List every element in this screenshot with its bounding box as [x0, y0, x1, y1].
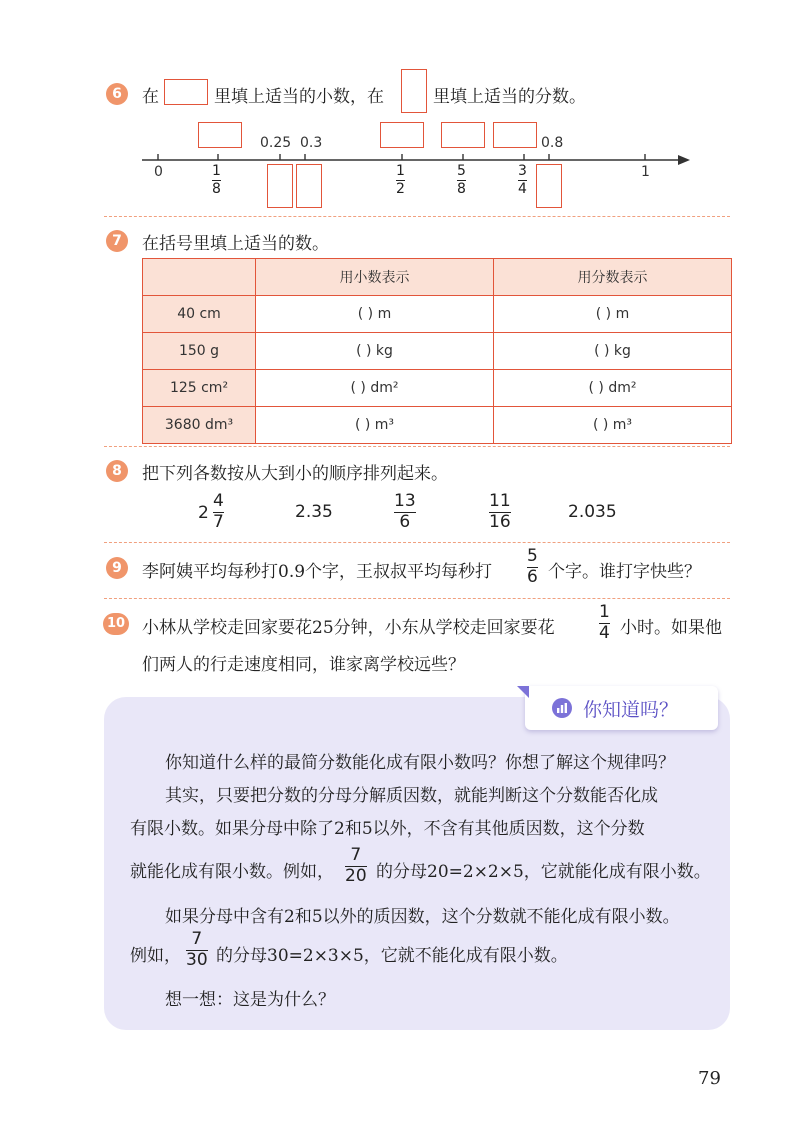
fraction-5-8: [457, 164, 466, 196]
numerator: 4: [213, 491, 224, 511]
quantity-cell: 125 cm²: [143, 370, 256, 407]
number-2-035: 2.035: [568, 502, 617, 522]
info-paragraph-3-line-2b: 的分母30=2×3×5，它就不能化成有限小数。: [216, 946, 568, 966]
fraction-1-4: [599, 604, 610, 643]
page-number: 79: [698, 1068, 721, 1089]
fraction-answer-cell[interactable]: ( ) m³: [494, 407, 732, 444]
did-you-know-title: 你知道吗？: [583, 699, 679, 721]
denominator: 16: [489, 511, 511, 532]
fraction-11-16: [489, 493, 511, 532]
table-row: [143, 370, 732, 407]
denominator: 8: [212, 180, 221, 197]
q10-text-2: 小时。如果他: [620, 618, 722, 638]
info-paragraph-3-line-1: 如果分母中含有2和5以外的质因数，这个分数就不能化成有限小数。: [165, 907, 680, 927]
q6-text-3: 里填上适当的分数。: [433, 87, 586, 107]
numerator: 1: [396, 163, 405, 179]
conversion-table: [142, 258, 732, 444]
denominator: 30: [186, 949, 208, 970]
divider: [104, 216, 730, 217]
quantity-cell: 40 cm: [143, 296, 256, 333]
denominator: 20: [345, 865, 367, 886]
q8-title: 把下列各数按从大到小的顺序排列起来。: [142, 464, 448, 484]
fraction-5-6: [527, 548, 538, 587]
fraction-answer-box[interactable]: [296, 164, 322, 208]
question-number-6: 6: [106, 83, 128, 105]
fraction-13-6: [394, 493, 416, 532]
numerator: 1: [599, 602, 610, 622]
fraction-3-4: [518, 164, 527, 196]
label-0-3: 0.3: [300, 135, 323, 151]
table-row: [143, 333, 732, 370]
numerator: 13: [394, 491, 416, 511]
decimal-answer-cell[interactable]: ( ) dm²: [256, 370, 494, 407]
q7-title: 在括号里填上适当的数。: [142, 234, 329, 254]
q9-text-2: 个字。谁打字快些？: [548, 562, 701, 582]
decimal-answer-cell[interactable]: ( ) kg: [256, 333, 494, 370]
question-number-8: 8: [106, 460, 128, 482]
table-header-cell: [143, 259, 256, 296]
denominator: 7: [213, 511, 224, 532]
question-number-7: 7: [106, 230, 128, 252]
mixed-number-fraction: [213, 493, 224, 532]
info-paragraph-3-line-2a: 例如，: [130, 946, 181, 966]
question-number-10: 10: [103, 613, 129, 635]
fraction-7-30: [186, 931, 208, 970]
info-paragraph-2-line-2: 有限小数。如果分母中除了2和5以外，不含有其他质因数，这个分数: [130, 819, 645, 839]
denominator: 4: [599, 622, 610, 643]
table-row: [143, 296, 732, 333]
info-paragraph-4: 想一想：这是为什么？: [165, 990, 335, 1010]
q10-text-3: 们两人的行走速度相同，谁家离学校远些？: [142, 655, 465, 675]
numerator: 5: [527, 546, 538, 566]
label-zero: 0: [154, 164, 163, 180]
fraction-answer-cell[interactable]: ( ) dm²: [494, 370, 732, 407]
denominator: 6: [399, 511, 411, 532]
info-paragraph-2-line-1: 其实，只要把分数的分母分解质因数，就能判断这个分数能否化成: [165, 786, 658, 806]
label-0-8: 0.8: [541, 135, 564, 151]
label-0-25: 0.25: [260, 135, 292, 151]
table-header-cell: 用分数表示: [494, 259, 732, 296]
divider: [104, 598, 730, 599]
q9-text-1: 李阿姨平均每秒打0.9个字，王叔叔平均每秒打: [142, 562, 493, 582]
tag-pointer: [517, 686, 529, 698]
mixed-number-whole: 2: [198, 503, 209, 523]
bar-chart-icon: [552, 698, 572, 718]
info-paragraph-1: 你知道什么样的最简分数能化成有限小数吗？你想了解这个规律吗？: [165, 753, 675, 773]
q6-text-1: 在: [142, 87, 159, 107]
numerator: 5: [457, 163, 466, 179]
decimal-answer-cell[interactable]: ( ) m: [256, 296, 494, 333]
q10-text-1: 小林从学校走回家要花25分钟，小东从学校走回家要花: [142, 618, 555, 638]
table-header-cell: 用小数表示: [256, 259, 494, 296]
fraction-answer-box[interactable]: [267, 164, 293, 208]
numerator: 1: [212, 163, 221, 179]
question-number-9: 9: [106, 557, 128, 579]
numerator: 11: [489, 491, 511, 511]
denominator: 6: [527, 566, 538, 587]
fraction-1-2: [396, 164, 405, 196]
info-paragraph-2-line-3a: 就能化成有限小数。例如，: [130, 862, 334, 882]
q6-text-2: 里填上适当的小数，在: [214, 87, 384, 107]
fraction-1-8: [212, 164, 221, 196]
table-header-row: [143, 259, 732, 296]
fraction-7-20: [345, 847, 367, 886]
denominator: 2: [396, 180, 405, 197]
fraction-answer-box[interactable]: [536, 164, 562, 208]
decimal-answer-cell[interactable]: ( ) m³: [256, 407, 494, 444]
quantity-cell: 150 g: [143, 333, 256, 370]
label-one: 1: [641, 164, 650, 180]
quantity-cell: 3680 dm³: [143, 407, 256, 444]
number-2-35: 2.35: [295, 502, 333, 522]
numerator: 3: [518, 163, 527, 179]
numerator: 7: [191, 929, 203, 949]
denominator: 8: [457, 180, 466, 197]
table-row: [143, 407, 732, 444]
denominator: 4: [518, 180, 527, 197]
did-you-know-tag: [525, 686, 718, 730]
numerator: 7: [350, 845, 362, 865]
divider: [104, 446, 730, 447]
divider: [104, 542, 730, 543]
info-paragraph-2-line-3b: 的分母20=2×2×5，它就能化成有限小数。: [376, 862, 711, 882]
fraction-answer-cell[interactable]: ( ) m: [494, 296, 732, 333]
fraction-answer-cell[interactable]: ( ) kg: [494, 333, 732, 370]
